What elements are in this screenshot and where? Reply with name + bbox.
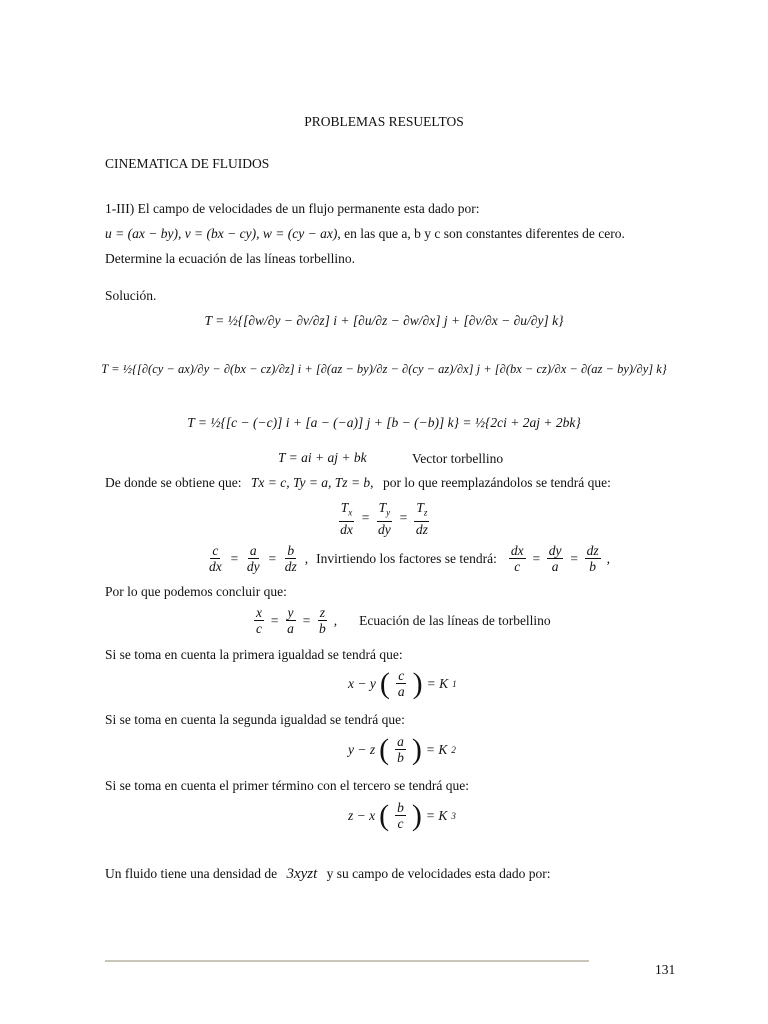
eq-curl-simplified: T = ½{[c − (−c)] i + [a − (−a)] j + [b − (−b)] k} = ½{2ci + 2aj + 2bk} (187, 415, 581, 430)
page-title: PROBLEMAS RESUELTOS (304, 114, 464, 129)
concluir-text: Por lo que podemos concluir que: (105, 584, 287, 599)
eq-vortex-lines: $\frac{x}{c}$ = $\frac{y}{a}$ = $\frac{z}{b}$ , Ecuación de las líneas de torbellino (256, 605, 551, 636)
footer-divider (105, 960, 589, 962)
fluido-line (105, 866, 550, 883)
fluido-text: Un fluido tiene una densidad de (105, 866, 278, 881)
de-donde-line (105, 475, 611, 491)
ecuacion-lineas-label: Ecuación de las líneas de torbellino (359, 612, 551, 628)
vector-label: Vector torbellino (412, 451, 504, 466)
eq-ratio-t: $\frac{T_x}{dx}$ = $\frac{T_y}{dy}$ = $\frac{T_z}{dz}$ (340, 500, 428, 537)
curl-components: Tx = c, Ty = a, Tz = b, (250, 475, 374, 490)
problem-velocity: u = (ax − by), v = (bx − cy), w = (cy − ax) (105, 226, 338, 241)
problem-text-1: 1-III) El campo de velocidades de un flujo permanente esta dado por: (105, 201, 480, 216)
tercero-text: Si se toma en cuenta el primer término con el tercero se tendrá que: (105, 778, 469, 793)
solution-label: Solución. (105, 288, 157, 303)
eq-k3: z − x ( $\frac{b}{c}$ ) = K 3 (348, 798, 456, 832)
section-heading: CINEMATICA DE FLUIDOS (105, 156, 270, 171)
problem-statement (105, 196, 677, 271)
density-expression: 3xyzt (286, 866, 318, 882)
problem-text-3: Determine la ecuación de las líneas torbellino. (105, 251, 356, 266)
eq-curl-result: T = ai + aj + bk (278, 450, 367, 465)
eq-curl-substitution: T = ½{[∂(cy − ax)/∂y − ∂(bx − cz)/∂z] i + [∂(az − by)/∂z − ∂(cy − az)/∂x] j + [∂(bx − cz)/∂x − ∂(az − by)/∂y] k} (101, 362, 667, 376)
primera-text: Si se toma en cuenta la primera igualdad se tendrá que: (105, 647, 403, 662)
invirtiendo-text: Invirtiendo los factores se tendrá: (316, 550, 497, 566)
eq-ratio-values: $\frac{c}{dx}$ = $\frac{a}{dy}$ = $\frac{b}{dz}$ , Invirtiendo los factores se tendrá: $\frac{dx}{c}$ = $\frac{dy}{a}$ = $\frac{dz}{b}$ , (209, 543, 610, 574)
segunda-text: Si se toma en cuenta la segunda igualdad se tendrá que: (105, 712, 405, 727)
page-number: 131 (655, 962, 676, 977)
reemplazando-text: por lo que reemplazándolos se tendrá que: (382, 475, 611, 490)
eq-curl-definition: T = ½{[∂w/∂y − ∂v/∂z] i + [∂u/∂z − ∂w/∂x] j + [∂v/∂x − ∂u/∂y] k} (204, 313, 564, 328)
fluido-text-2: y su campo de velocidades esta dado por: (326, 866, 551, 881)
eq-k1: x − y ( $\frac{c}{a}$ ) = K 1 (348, 666, 457, 700)
eq-k2: y − z ( $\frac{a}{b}$ ) = K 2 (348, 732, 456, 766)
de-donde-text: De donde se obtiene que: (105, 475, 242, 490)
problem-text-2: , en las que a, b y c son constantes diferentes de cero. (337, 226, 625, 241)
